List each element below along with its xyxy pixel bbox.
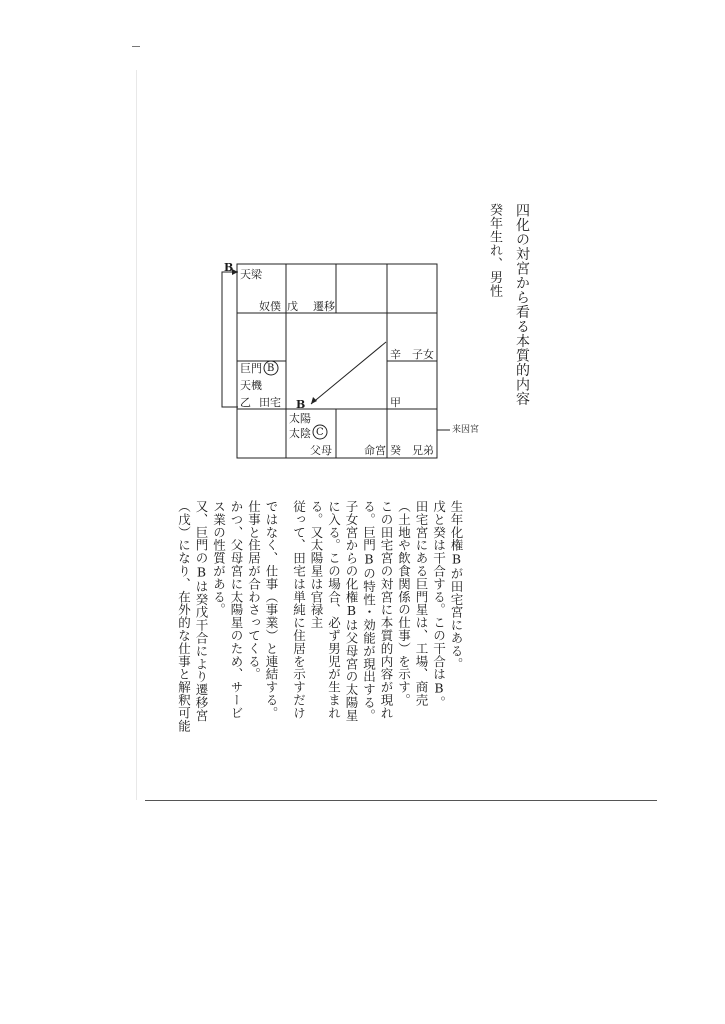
stem-otsu: 乙 (240, 396, 251, 409)
body-text (175, 500, 465, 733)
body-line: かつ、父母宮に太陽星のため、サービ (229, 500, 244, 720)
body-line: この田宅宮の対宮に本質的内容が現れ (379, 500, 394, 720)
palace-nuboku: 奴僕 (259, 300, 281, 313)
body-line: る。巨門Bの特性・効能が現出する。 (361, 500, 377, 722)
stem-bo: 戊 (287, 300, 298, 313)
palace-sen-i: 遷移 (313, 300, 335, 313)
body-line: （戊）になり、在外的な仕事と解釈可能 (176, 500, 192, 733)
marker-b-arrow: B (296, 398, 306, 411)
palace-meikyu: 命宮 (364, 444, 386, 457)
body-line: ス業の性質がある。 (211, 500, 227, 617)
body-line: 生年化権Bが田宅宮にある。 (449, 500, 464, 671)
palace-denshaku: 田宅 (259, 396, 281, 409)
palace-shijo: 子女 (412, 348, 434, 361)
star-tenki: 天機 (240, 379, 262, 392)
circle-b-label: B (267, 363, 275, 374)
body-line: （土地や飲食関係の仕事）を示す。 (396, 500, 412, 707)
palace-kyodai: 兄弟 (412, 444, 434, 457)
stem-ko: 甲 (390, 396, 401, 409)
star-taiyo: 太陽 (289, 412, 311, 425)
page-bottom-rule (145, 800, 657, 801)
body-line: ではなく、仕事（事業）と連結する。 (264, 500, 279, 720)
star-taiin: 太陰 (289, 427, 311, 440)
label-raiinkyu: 来因宮 (452, 425, 480, 435)
body-line: 戊と癸は干合する。この干合はB。 (431, 500, 447, 709)
body-line: 田宅宮にある巨門星は、工場、商売 (414, 500, 429, 707)
page-title: 四化の対宮から看る本質的内容 (514, 203, 530, 406)
body-line: 又、巨門のBは癸戊干合により遷移宮 (194, 500, 209, 722)
star-tenryo: 天梁 (240, 268, 262, 281)
stem-ki: 癸 (390, 444, 401, 457)
star-kyomon: 巨門 (240, 362, 262, 375)
marker-b-top: B (224, 261, 234, 274)
circle-c-label: C (316, 427, 324, 438)
stem-shin: 辛 (390, 348, 401, 361)
body-line: 子女宮からの化権Bは父母宮の太陽星 (344, 500, 359, 722)
body-line: 仕事と住居が合わさってくる。 (246, 500, 262, 681)
palace-fubo: 父母 (310, 444, 332, 457)
body-line: る。又太陽星は官禄主 (309, 500, 324, 629)
body-line: 従って、田宅は単純に住居を示すだけ (291, 500, 307, 720)
body-line: に入る。この場合、必ず男児が生まれ (326, 500, 342, 720)
page-subtitle: 癸年生れ、男性 (487, 203, 502, 298)
